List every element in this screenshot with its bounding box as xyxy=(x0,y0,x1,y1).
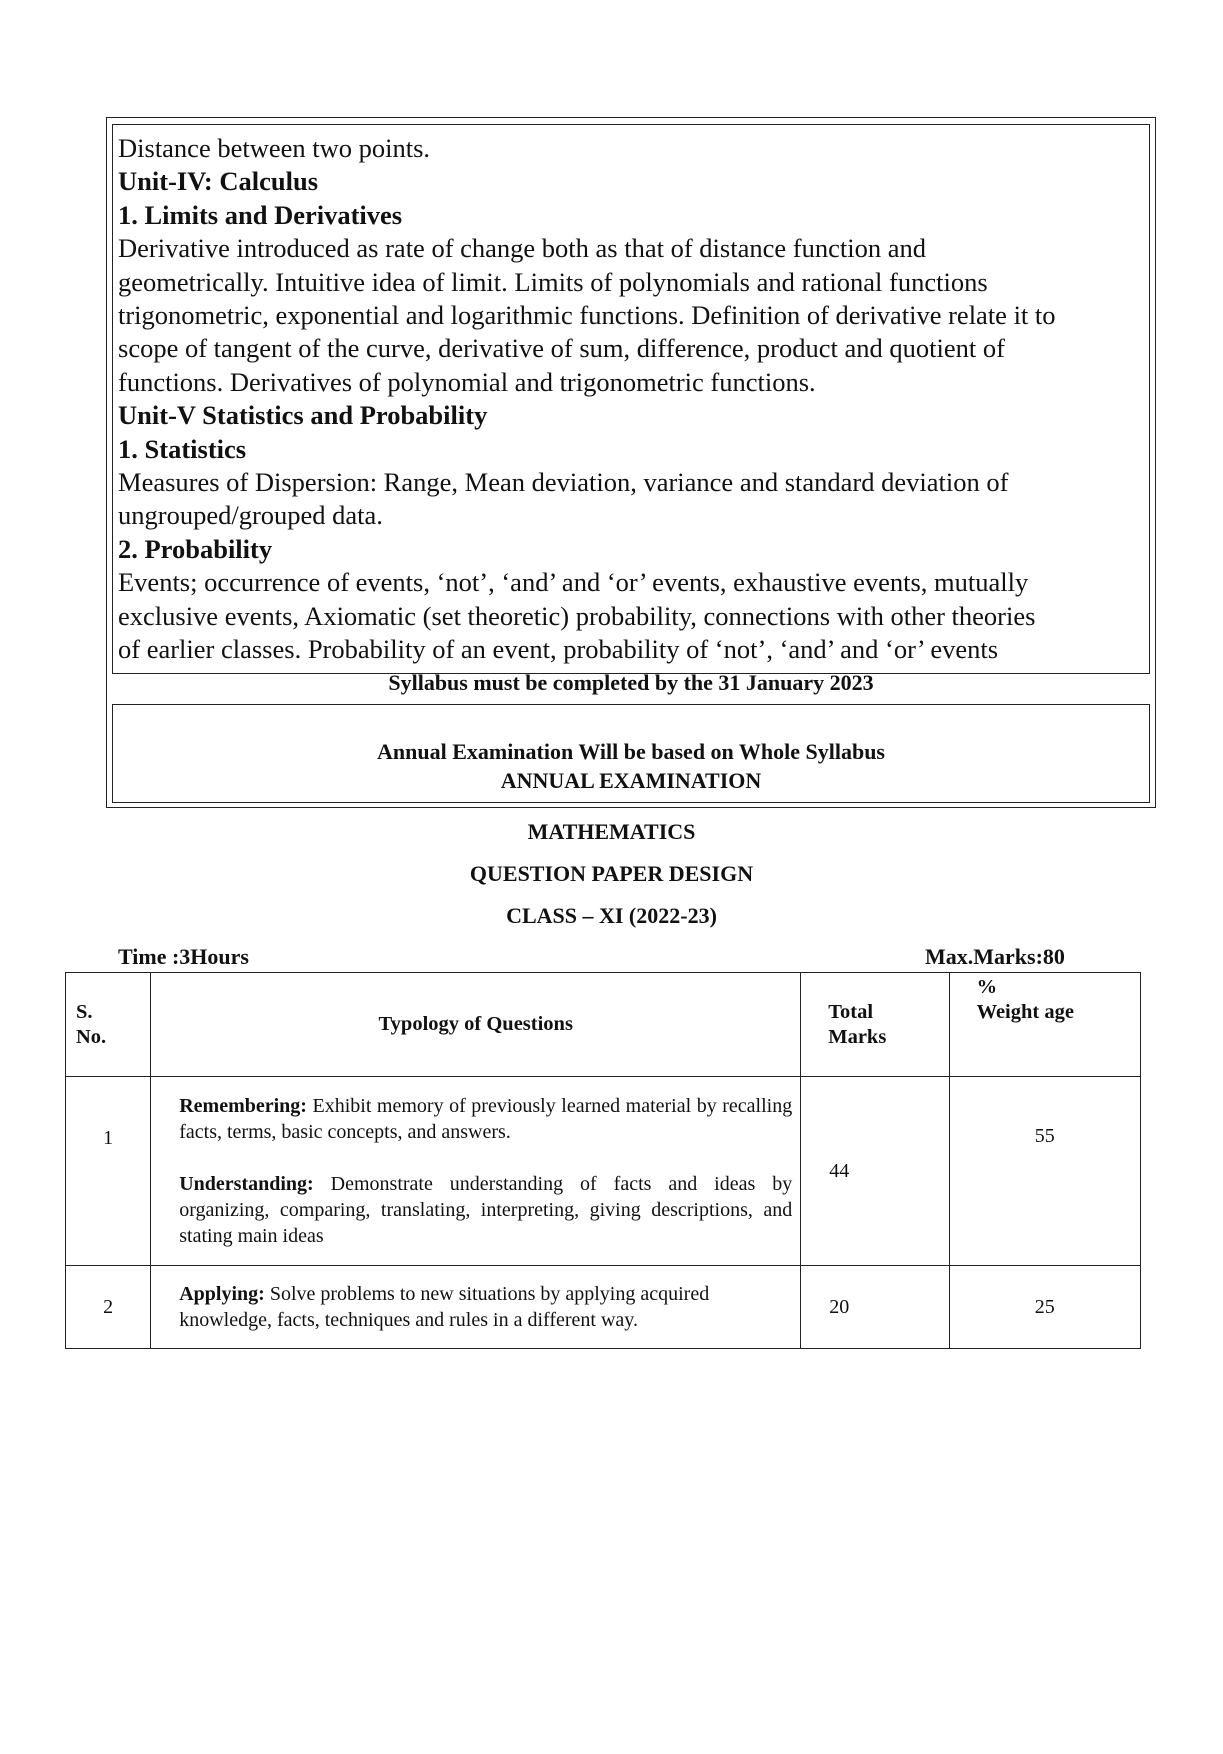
syllabus-line: Measures of Dispersion: Range, Mean deviation, variance and standard deviation of xyxy=(118,467,1009,498)
header-weightage xyxy=(949,973,1140,1077)
header-total-line2: Marks xyxy=(828,1025,887,1048)
header-serial-number xyxy=(66,973,151,1077)
weightage: 25 xyxy=(949,1266,1140,1349)
total-marks: 20 xyxy=(801,1266,949,1349)
header-weight-line2: Weight age xyxy=(976,1001,1074,1023)
remembering-item xyxy=(179,1093,792,1145)
annual-exam-box xyxy=(112,704,1150,803)
annual-exam-note: Annual Examination Will be based on Whole Syllabus xyxy=(376,739,885,764)
question-paper-design-table xyxy=(65,972,1141,1349)
unit-v-heading: Unit-V Statistics and Probability xyxy=(118,400,488,431)
syllabus-line: exclusive events, Axiomatic (set theoretic) probability, connections with other theories xyxy=(118,600,1036,631)
max-marks: Max.Marks:80 xyxy=(925,944,1065,969)
item-label: Remembering: xyxy=(179,1095,307,1117)
item-text: Solve problems to new situations by applying acquired knowledge, facts, techniques and rules in a different way. xyxy=(179,1283,710,1331)
total-marks: 44 xyxy=(801,1077,949,1266)
item-label: Understanding: xyxy=(179,1173,314,1195)
table-header-row xyxy=(66,973,1141,1077)
syllabus-line: functions. Derivatives of polynomial and trigonometric functions. xyxy=(118,366,816,397)
serial-number: 2 xyxy=(66,1266,151,1349)
typology-description xyxy=(151,1077,801,1266)
applying-item xyxy=(179,1281,792,1333)
syllabus-line: ungrouped/grouped data. xyxy=(118,500,383,531)
header-total-marks xyxy=(801,973,949,1077)
header-sno-line1: S. xyxy=(76,1000,93,1023)
syllabus-line: trigonometric, exponential and logarithmic functions. Definition of derivative relate it to xyxy=(118,300,1056,331)
syllabus-line: Distance between two points. xyxy=(118,133,431,163)
item-text: Demonstrate understanding of facts and ideas by organizing, comparing, translating, interpreting, giving descriptions, and stating main ideas xyxy=(179,1173,793,1247)
syllabus-line: of earlier classes. Probability of an event, probability of ‘not’, ‘and’ and ‘or’ events xyxy=(118,634,999,665)
table-row xyxy=(66,1077,1141,1266)
limits-derivatives-heading: 1. Limits and Derivatives xyxy=(118,199,403,230)
weightage: 55 xyxy=(949,1077,1140,1266)
exam-duration: Time :3Hours xyxy=(118,944,249,969)
item-text: Exhibit memory of previously learned material by recalling facts, terms, basic concepts, and answers. xyxy=(179,1095,793,1143)
header-sno-line2: No. xyxy=(76,1025,107,1048)
syllabus-line: Derivative introduced as rate of change both as that of distance function and xyxy=(118,233,926,264)
syllabus-content-box xyxy=(112,124,1150,674)
header-total-line1: Total xyxy=(828,1000,874,1023)
syllabus-line: scope of tangent of the curve, derivative of sum, difference, product and quotient of xyxy=(118,333,1005,364)
serial-number: 1 xyxy=(66,1077,151,1266)
header-typology: Typology of Questions xyxy=(151,973,801,1077)
statistics-heading: 1. Statistics xyxy=(118,433,247,464)
typology-description xyxy=(151,1266,801,1349)
syllabus-line: geometrically. Intuitive idea of limit. Limits of polynomials and rational functions xyxy=(118,266,988,297)
header-weight-line1: % xyxy=(976,976,998,998)
table-row xyxy=(66,1266,1141,1349)
completion-note: Syllabus must be completed by the 31 January 2023 xyxy=(388,670,874,695)
item-label: Applying: xyxy=(179,1283,265,1305)
probability-heading: 2. Probability xyxy=(118,533,273,564)
class-title: CLASS – XI (2022-23) xyxy=(506,903,717,928)
understanding-item xyxy=(179,1171,792,1249)
syllabus-line: Events; occurrence of events, ‘not’, ‘and’ and ‘or’ events, exhaustive events, mutually xyxy=(118,567,1029,598)
subject-title: MATHEMATICS xyxy=(527,819,696,844)
unit-iv-heading: Unit-IV: Calculus xyxy=(118,166,319,197)
annual-exam-heading: ANNUAL EXAMINATION xyxy=(500,768,762,793)
paper-design-title: QUESTION PAPER DESIGN xyxy=(469,861,754,886)
